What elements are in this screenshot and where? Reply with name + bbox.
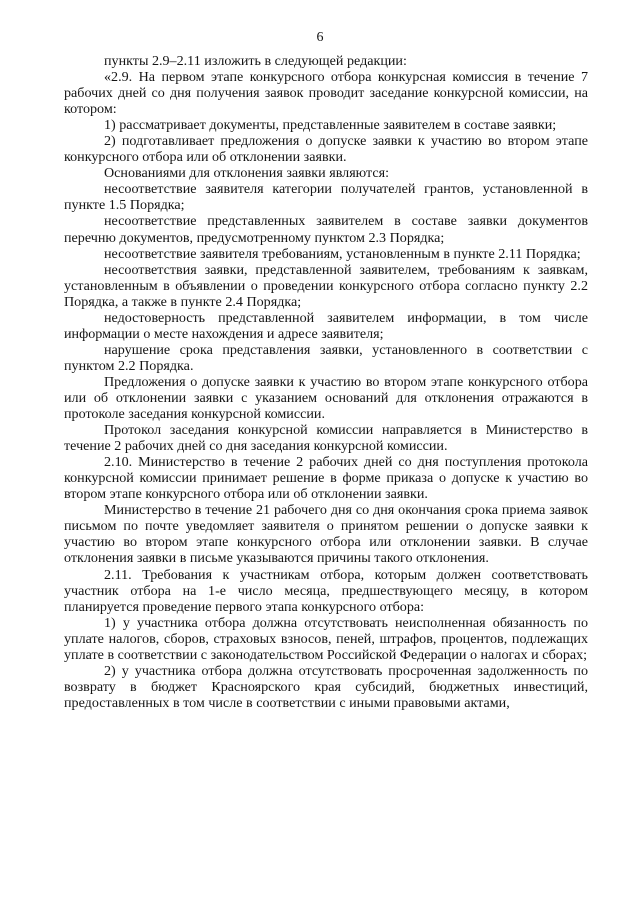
paragraph: 1) рассматривает документы, представленные заявителем в составе заявки; xyxy=(104,117,557,134)
paragraph: несоответствие заявителя требованиям, установленным в пункте 2.11 Порядка; xyxy=(104,245,581,262)
paragraph: недостоверность представленной заявителем информации, в том числе информации о месте нахождения и адресе заявителя; xyxy=(64,309,588,342)
paragraph: 2) подготавливает предложения о допуске заявки к участию во втором этапе конкурсного отбора или об отклонении заявки. xyxy=(64,133,588,166)
paragraph: несоответствия заявки, представленной заявителем, требованиям к заявкам, установленным в объявлении о проведении конкурсного отбора согласно пункту 2.2 Порядка, а также в пункте 2.4 Порядка; xyxy=(64,261,588,310)
paragraph: 2.10. Министерство в течение 2 рабочих дней со дня поступления протокола конкурсной комиссии принимает решение в форме приказа о допуске к участию во втором этапе конкурсного отбора или об отклонении заявки. xyxy=(64,454,588,503)
paragraph: «2.9. На первом этапе конкурсного отбора конкурсная комиссия в течение 7 рабочих дней со дня получения заявок проводит заседание конкурсной комиссии, на котором: xyxy=(64,69,588,118)
paragraph: Министерство в течение 21 рабочего дня со дня окончания срока приема заявок письмом по почте уведомляет заявителя о принятом решении о допуске заявки к участию во втором этапе конкурсного отбора или отклонении заявки. В случае отклонения заявки в письме указываются причины такого отклонения. xyxy=(64,502,588,567)
paragraph: 2) у участника отбора должна отсутствовать просроченная задолженность по возврату в бюджет Красноярского края субсидий, бюджетных инвестиций, предоставленных в том числе в соответствии с иными правовыми актами, xyxy=(64,662,588,711)
paragraph: Протокол заседания конкурсной комиссии направляется в Министерство в течение 2 рабочих дней со дня заседания конкурсной комиссии. xyxy=(64,422,588,455)
page-number: 6 xyxy=(316,30,324,45)
paragraph: нарушение срока представления заявки, установленного в соответствии с пунктом 2.2 Порядка. xyxy=(64,341,588,374)
paragraph: пункты 2.9–2.11 изложить в следующей редакции: xyxy=(104,53,407,69)
paragraph: несоответствие представленных заявителем в составе заявки документов перечню документов, предусмотренному пунктом 2.3 Порядка; xyxy=(64,213,588,246)
paragraph: 1) у участника отбора должна отсутствовать неисполненная обязанность по уплате налогов, сборов, страховых взносов, пеней, штрафов, процентов, подлежащих уплате в соответствии с законодательством Российской Федерации о налогах и сборах; xyxy=(64,614,588,663)
paragraph: Предложения о допуске заявки к участию во втором этапе конкурсного отбора или об отклонении заявки с указанием оснований для отклонения отражаются в протоколе заседания конкурсной комиссии. xyxy=(64,373,588,423)
paragraph: 2.11. Требования к участникам отбора, которым должен соответствовать участник отбора на 1-е число месяца, предшествующего месяцу, в котором планируется проведение первого этапа конкурсного отбора: xyxy=(64,566,588,615)
document-body xyxy=(64,53,588,711)
paragraph: несоответствие заявителя категории получателей грантов, установленной в пункте 1.5 Порядка; xyxy=(64,181,588,214)
paragraph: Основаниями для отклонения заявки являются: xyxy=(104,165,390,182)
